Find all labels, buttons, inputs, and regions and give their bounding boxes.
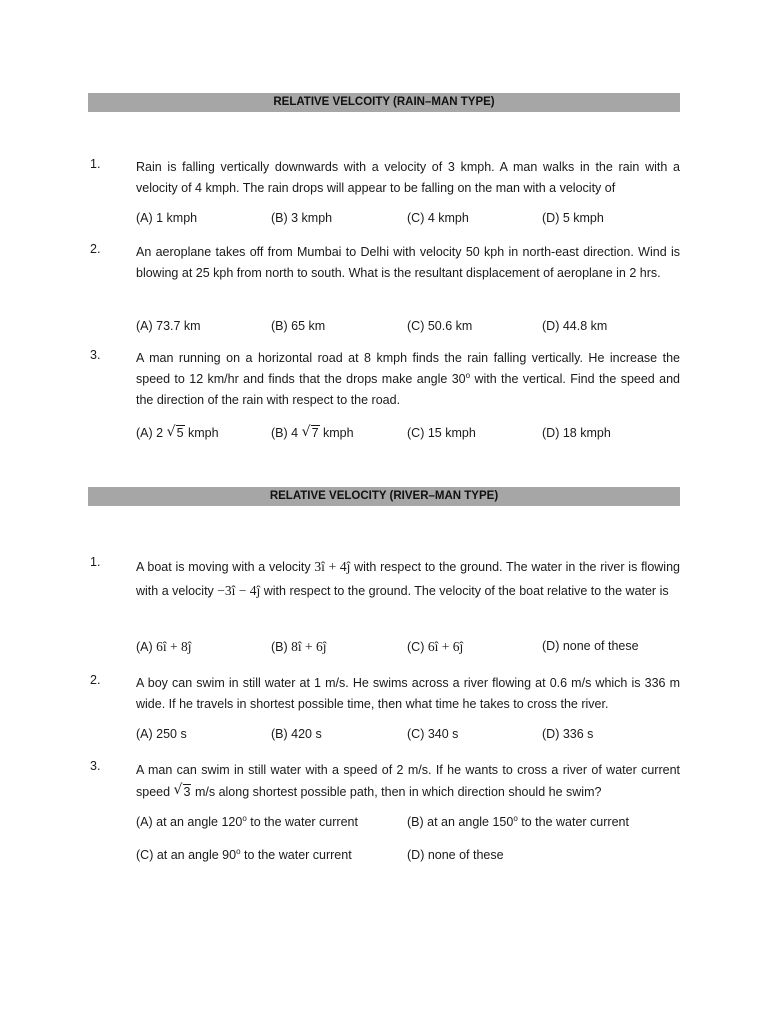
- question-number: 1.: [90, 157, 101, 171]
- question-number: 3.: [90, 759, 101, 773]
- option-d: (D) 5 kmph: [542, 211, 604, 225]
- question-text: A boy can swim in still water at 1 m/s. He swims across a river flowing at 0.6 m/s which is 336 m wide. If he travels in shortest possible time, then what time he takes to cross the river.: [136, 676, 680, 711]
- option-a: (A) 1 kmph: [136, 211, 198, 225]
- question-text: Rain is falling vertically downwards with a velocity of 3 kmph. A man walks in the rain with a velocity of 4 kmph. The rain drops will appear to be falling on the man with a velocity of: [136, 160, 680, 195]
- option-a: (A) 2 √ 5 kmph: [136, 424, 219, 440]
- option-b: (B) 8î + 6ĵ: [271, 639, 327, 654]
- question-text: A boat is moving with a velocity 3î + 4ĵ with respect to the ground. The water in the river is flowing with a velocity −3î − 4ĵ with respect to the ground. The velocity of the boat relative to the water is: [136, 559, 680, 598]
- sqrt-symbol: √ 5: [166, 424, 184, 440]
- question-text: A man can swim in still water with a speed of 2 m/s. If he wants to cross a river of water current speed √ 3 m/s along shortest possible path, then in which direction should he swim?: [136, 759, 680, 803]
- option-d: (D) none of these: [542, 639, 639, 653]
- option-c: (C) 4 kmph: [407, 211, 469, 225]
- option-b: (B) 3 kmph: [271, 211, 333, 225]
- option-a: (A) 73.7 km: [136, 319, 201, 333]
- option-a: (A) at an angle 120$^o$ to the water current: [136, 813, 358, 829]
- question-number: 2.: [90, 242, 101, 256]
- option-d: (D) 44.8 km: [542, 319, 608, 333]
- question-number: 1.: [90, 555, 101, 569]
- section-header-river-man: RELATIVE VELOCITY (RIVER–MAN TYPE): [88, 487, 680, 506]
- option-c: (C) 340 s: [407, 727, 459, 741]
- sqrt-symbol: √ 3: [173, 782, 191, 799]
- option-c: (C) 15 kmph: [407, 426, 476, 440]
- question-number: 3.: [90, 348, 101, 362]
- option-c: (C) at an angle 90$^o$ to the water current: [136, 846, 352, 862]
- option-b: (B) 4 √ 7 kmph: [271, 424, 354, 440]
- option-b: (B) 420 s: [271, 727, 322, 741]
- question-text: A man running on a horizontal road at 8 kmph finds the rain falling vertically. He increase the speed to 12 km/hr and finds that the drops make angle 30$^o$ with the vertical. Find the speed and the direction of the rain with respect to the road.: [136, 351, 680, 407]
- option-a: (A) 6î + 8ĵ: [136, 639, 192, 654]
- sqrt-symbol: √ 7: [301, 424, 319, 440]
- question-text: An aeroplane takes off from Mumbai to Delhi with velocity 50 kph in north-east direction. Wind is blowing at 25 kph from north to south. What is the resultant displacement of aeroplane in 2 hrs.: [136, 245, 680, 280]
- option-d: (D) 336 s: [542, 727, 594, 741]
- option-d: (D) none of these: [407, 848, 504, 862]
- option-a: (A) 250 s: [136, 727, 187, 741]
- section-header-rain-man: RELATIVE VELCOITY (RAIN–MAN TYPE): [88, 93, 680, 112]
- option-b: (B) at an angle 150$^o$ to the water current: [407, 813, 629, 829]
- option-b: (B) 65 km: [271, 319, 326, 333]
- option-c: (C) 50.6 km: [407, 319, 473, 333]
- option-c: (C) 6î + 6ĵ: [407, 639, 464, 654]
- option-d: (D) 18 kmph: [542, 426, 611, 440]
- question-number: 2.: [90, 673, 101, 687]
